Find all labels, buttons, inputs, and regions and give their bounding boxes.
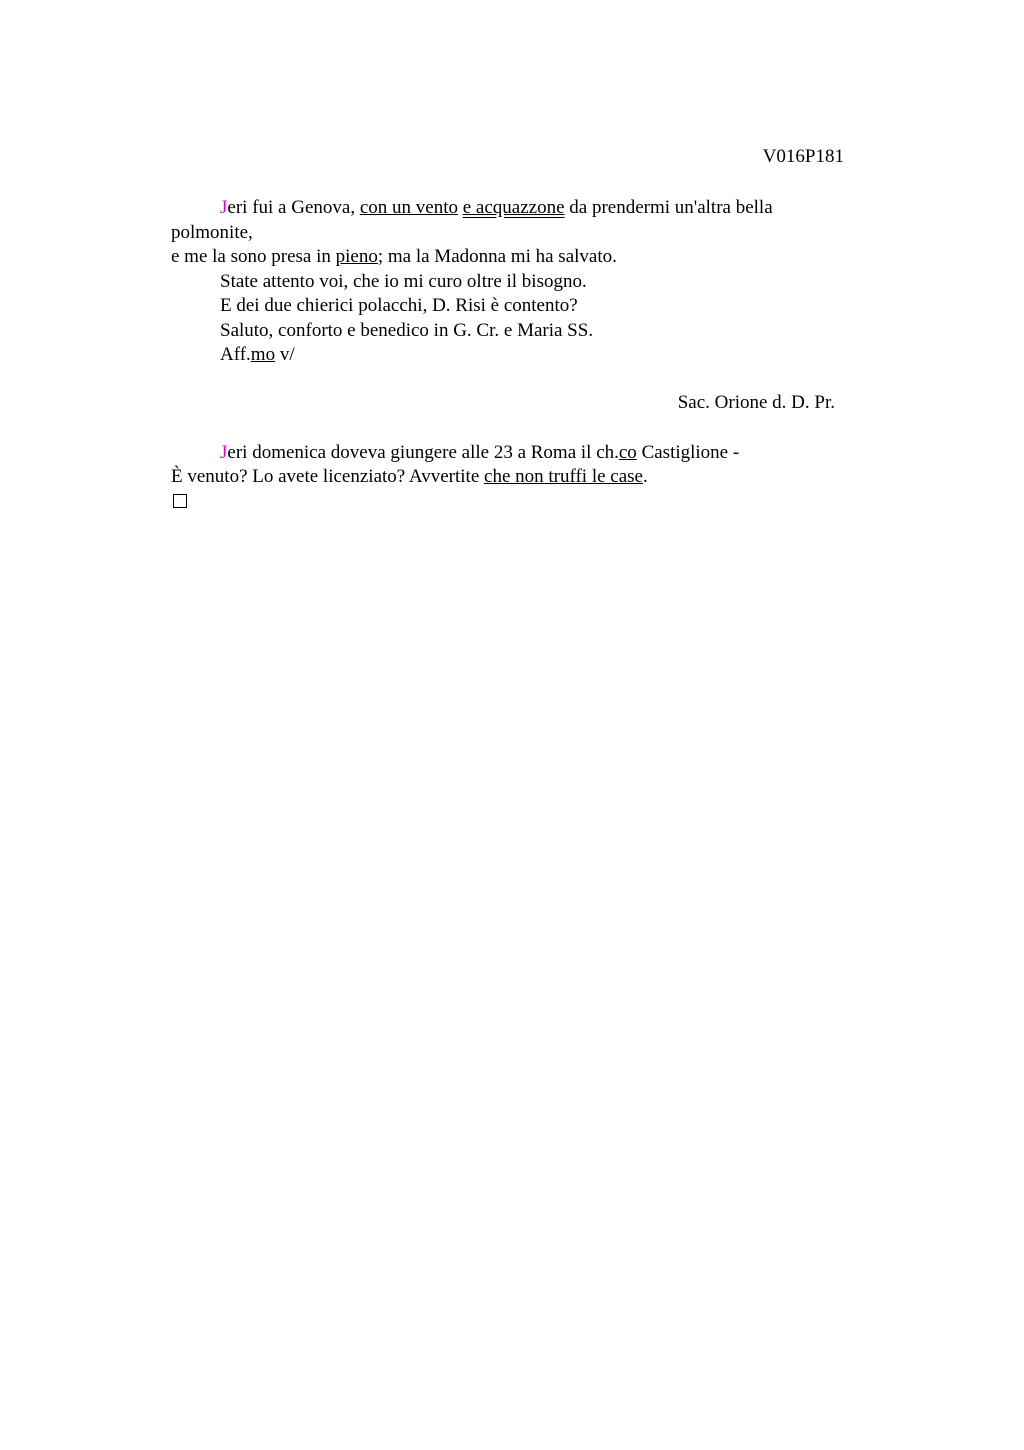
end-mark	[171, 489, 851, 515]
initial-letter: J	[220, 197, 228, 218]
letter-line-1	[171, 196, 841, 221]
double-underlined-phrase: e acquazzone	[462, 197, 565, 218]
text-segment: .	[642, 466, 648, 487]
text-segment: Castiglione -	[636, 442, 740, 463]
initial-letter: J	[220, 442, 228, 463]
underlined-phrase: che non truffi le case	[484, 466, 643, 487]
text-segment: eri fui a Genova,	[227, 197, 360, 218]
letter-line-3	[171, 245, 841, 270]
letter-body	[171, 196, 841, 368]
text-segment: v/	[275, 344, 295, 365]
underlined-phrase: co	[618, 442, 637, 463]
text-segment: È venuto? Lo avete licenziato? Avvertite	[171, 466, 485, 487]
signature: Sac. Orione d. D. Pr.	[677, 392, 835, 413]
postscript-line-2	[171, 465, 851, 489]
text-segment: da prendermi un'altra bella	[564, 197, 773, 218]
postscript	[171, 441, 851, 515]
text-segment: eri domenica doveva giungere alle 23 a Roma il ch.	[227, 442, 619, 463]
text-segment: Aff.	[220, 344, 251, 365]
text-segment: ; ma la Madonna mi ha salvato.	[377, 246, 617, 267]
underlined-phrase: pieno	[335, 246, 378, 267]
text-segment: e me la sono presa in	[171, 246, 336, 267]
underlined-phrase: con un vento	[359, 197, 458, 218]
checkbox-square-icon	[173, 494, 187, 508]
underlined-phrase: mo	[250, 344, 276, 365]
letter-line-6: Saluto, conforto e benedico in G. Cr. e Maria SS.	[220, 319, 594, 341]
letter-line-4: State attento voi, che io mi curo oltre il bisogno.	[220, 270, 587, 292]
letter-line-2: polmonite,	[171, 221, 253, 243]
postscript-line-1	[171, 441, 851, 465]
reference-code: V016P181	[762, 146, 844, 167]
letter-line-5: E dei due chierici polacchi, D. Risi è contento?	[220, 295, 578, 316]
letter-closing	[171, 343, 841, 368]
